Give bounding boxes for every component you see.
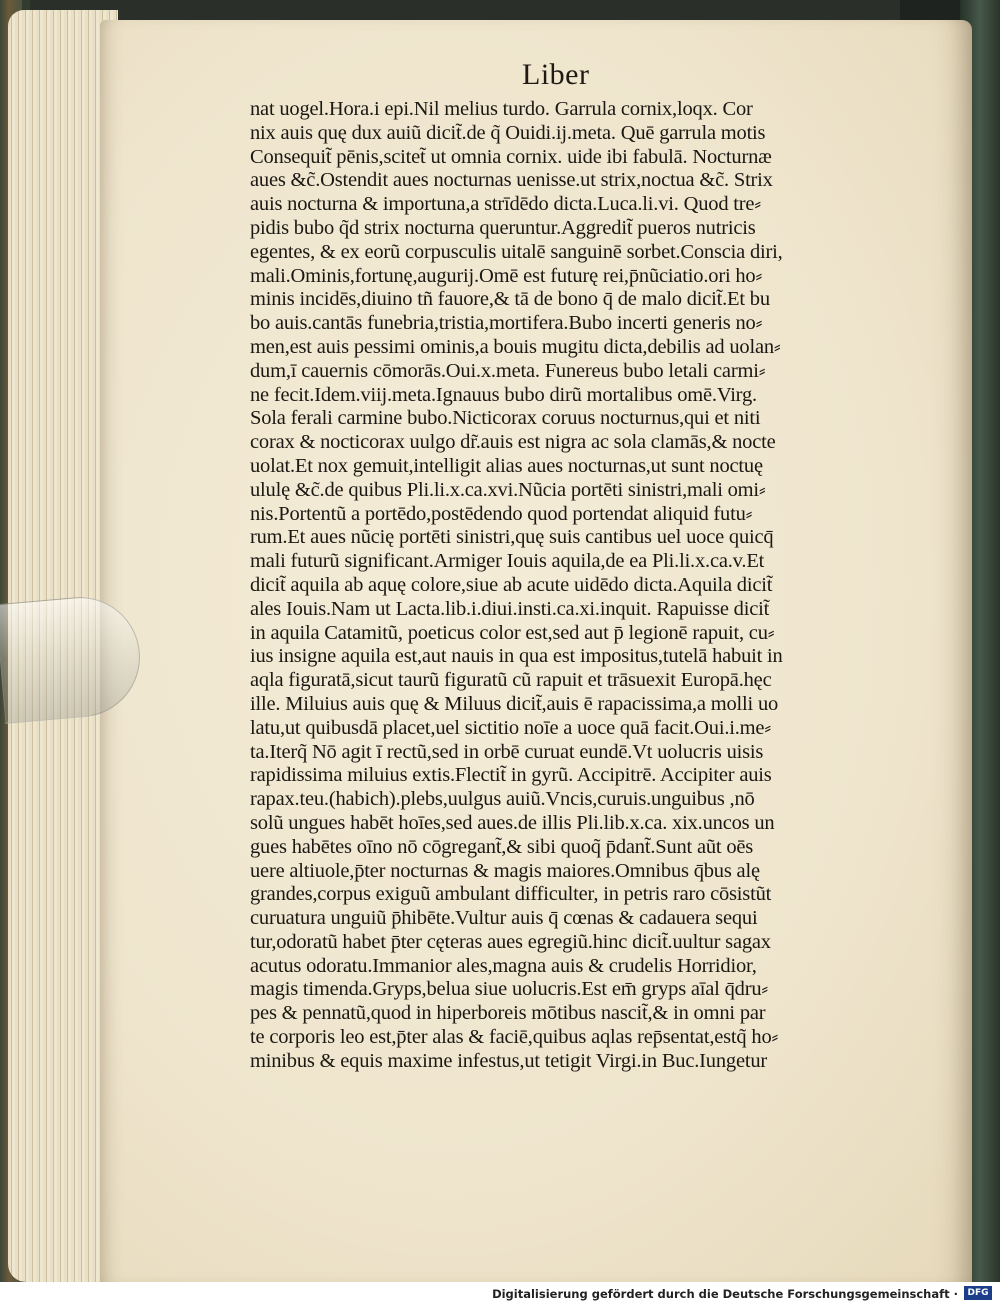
- text-line: aues &c̃.Ostendit aues nocturnas uenisse.ut strix,noctua &c̃. Strix: [250, 169, 773, 192]
- text-line: gues habētes oīno nō cōgregant̃,& sibi quoq̃ p̄dant̃.Sunt aũt oēs: [250, 835, 754, 858]
- text-line: uolat.Et nox gemuit,intelligit alias aues nocturnas,ut sunt noctuę: [250, 454, 763, 477]
- text-line: acutus odoratu.Immanior ales,magna auis & crudelis Horridior,: [250, 954, 757, 977]
- text-line: curuatura unguiũ p̄hibēte.Vultur auis q̄ cœnas & cadauera sequi: [250, 907, 758, 930]
- text-line: dicit̃ aquila ab aquę colore,siue ab acute uidēdo dicta.Aquila dicit̃: [250, 573, 773, 596]
- text-line: mali.Ominis,fortunę,augurij.Omē est futurę rei,p̄nũciatio.ori ho⸗: [250, 264, 763, 287]
- text-line: nis.Portentũ a portēdo,postēdendo quod portendat aliquid futu⸗: [250, 502, 753, 525]
- footer-credit: Digitalisierung gefördert durch die Deutsche Forschungsgemeinschaft ·: [492, 1287, 958, 1301]
- text-line: solũ ungues habēt hoīes,sed aues.de illis Pli.lib.x.ca. xix.uncos un: [250, 811, 775, 834]
- text-line: dum,ī cauernis cōmorās.Oui.x.meta. Funereus bubo letali carmi⸗: [250, 359, 766, 382]
- text-line: nat uogel.Hora.i epi.Nil melius turdo. Garrula cornix,loqx. Cor: [250, 98, 753, 120]
- running-head: Liber: [522, 58, 590, 91]
- text-line: tur,odoratũ habet p̄ter cęteras aues egregiũ.hinc dicit̃.uultur sagax: [250, 930, 771, 953]
- text-line: Consequit̃ pēnis,scitet̃ ut omnia cornix. uide ibi fabulā. Nocturnæ: [250, 145, 772, 168]
- text-line: corax & nocticorax uulgo dr̃.auis est nigra ac sola clamās,& nocte: [250, 431, 776, 454]
- text-line: rapax.teu.(habich).plebs,uulgus auiũ.Vncis,curuis.unguibus ,nō: [250, 788, 755, 811]
- text-line: ululę &c̃.de quibus Pli.li.x.ca.xvi.Nũcia portēti sinistri,mali omi⸗: [250, 478, 766, 501]
- text-line: magis timenda.Gryps,belua siue uolucris.Est em̄ gryps aīal q̄dru⸗: [250, 978, 769, 1001]
- text-line: aqla figuratā,sicut taurũ figuratũ cũ rapuit et trāsuexit Europā.hęc: [250, 669, 772, 692]
- text-line: ales Iouis.Nam ut Lacta.lib.i.diui.insti.ca.xi.inquit. Rapuisse dicit̃: [250, 597, 770, 620]
- text-line: egentes, & ex eorũ corpusculis uitalē sanguinē sorbet.Conscia diri,: [250, 240, 783, 263]
- text-line: Sola ferali carmine bubo.Nicticorax coruus nocturnus,qui et niti: [250, 407, 761, 430]
- text-line: ius insigne aquila est,aut nauis in qua est impositus,tutelā habuit in: [250, 645, 783, 668]
- text-line: in aquila Catamitũ, poeticus color est,sed aut p̄ legionē rapuit, cu⸗: [250, 621, 775, 644]
- text-line: men,est auis pessimi ominis,a bouis mugitu dicta,debilis ad uolan⸗: [250, 335, 781, 358]
- dfg-logo: DFG: [964, 1286, 992, 1300]
- text-line: mali futurũ significant.Armiger Iouis aquila,de ea Pli.li.x.ca.v.Et: [250, 550, 765, 573]
- text-line: minibus & equis maxime infestus,ut tetigit Virgi.in Buc.Iungetur: [250, 1049, 768, 1072]
- text-line: ille. Miluius auis quę & Miluus dicit̃,auis ē rapacissima,a molli uo: [250, 692, 779, 715]
- text-line: rapidissima miluius extis.Flectit̃ in gyrũ. Accipitrē. Accipiter auis: [250, 764, 772, 787]
- text-line: uere altiuole,p̄ter nocturnas & magis maiores.Omnibus q̄bus alę: [250, 859, 760, 882]
- text-line: te corporis leo est,p̄ter alas & faciē,quibus aqlas rep̄sentat,estq̃ ho⸗: [250, 1026, 779, 1049]
- text-line: rum.Et aues nũcię portēti sinistri,quę suis cantibus uel uoce quicq̄: [250, 526, 774, 549]
- text-line: grandes,corpus exiguũ ambulant difficulter, in petris raro cōsistũt: [250, 883, 772, 906]
- text-line: auis nocturna & importuna,a strīdēdo dicta.Luca.li.vi. Quod tre⸗: [250, 193, 761, 216]
- text-line: ne fecit.Idem.viij.meta.Ignauus bubo dirũ mortalibus omē.Virg.: [250, 383, 757, 406]
- text-column: [250, 98, 910, 1074]
- text-line: pidis bubo q̃d strix nocturna queruntur.Aggredit̃ pueros nutricis: [250, 216, 756, 239]
- text-line: bo auis.cantās funebria,tristia,mortifera.Bubo incerti generis no⸗: [250, 312, 763, 335]
- text-line: pes & pennatũ,quod in hiperboreis mōtibus nascit̃,& in omni par: [250, 1002, 766, 1025]
- text-line: minis incidēs,diuino tñ fauore,& tā de bono q̄ de malo dicit̃.Et bu: [250, 288, 770, 311]
- text-line: latu,ut quibusdā placet,uel sictitio noīe a uoce quā facit.Oui.i.me⸗: [250, 716, 771, 739]
- text-line: nix auis quę dux auiũ dicit̃.de q̃ Ouidi.ij.meta. Quē garrula motis: [250, 121, 766, 144]
- text-line: ta.Iterq̃ Nō agit ī rectũ,sed in orbē curuat eundē.Vt uolucris uisis: [250, 740, 764, 763]
